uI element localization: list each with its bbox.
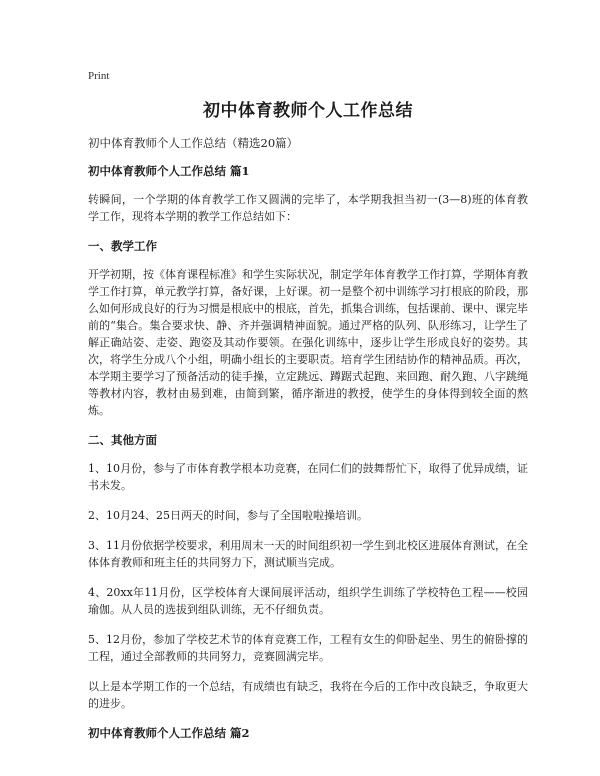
section-heading-1: 初中体育教师个人工作总结 篇1 — [88, 164, 250, 178]
other-item-2: 2、10月24、25日两天的时间，参与了全国啦啦操培训。 — [88, 509, 368, 522]
summary-paragraph: 以上是本学期工作的一个总结，有成绩也有缺乏，我将在今后的工作中改良缺乏，争取更大的进步。 — [88, 680, 528, 710]
other-item-3: 3、11月份依据学校要求，利用周末一天的时间组织初一学生到北校区进展体育测试，在全体体育教师和班主任的共同努力下，测试顺当完成。 — [88, 539, 528, 569]
other-item-4: 4、20xx年11月份，区学校体育大课间展评活动，组织学生训练了学校特色工程——校园瑜伽。从人员的选拔到组队训练，无不仔细负责。 — [88, 586, 528, 616]
print-link[interactable]: Print — [88, 70, 110, 82]
other-item-5: 5、12月份，参加了学校艺术节的体育竞赛工作，工程有女生的仰卧起坐、男生的俯卧撑的工程，通过全部教师的共同努力，竞赛圆满完毕。 — [88, 633, 528, 663]
section-heading-2: 初中体育教师个人工作总结 篇2 — [88, 726, 250, 740]
document-subtitle: 初中体育教师个人工作总结（精选20篇） — [88, 136, 299, 150]
other-item-1: 1、10月份，参与了市体育教学根本功竞赛，在同仁们的鼓舞帮忙下，取得了优异成绩，证书未发。 — [88, 462, 528, 492]
teaching-work-paragraph: 开学初期，按《体育课程标准》和学生实际状况，制定学年体育教学工作打算，学期体育教学工作打算，单元教学打算，备好课，上好课。初一是整个初中训练学习打根底的阶段，那么如何形成良好的行为习惯是根底中的根底，首先，抓集合训练，包括课前、课中、课完毕前的“集合。集合要求快、静、齐并强调精神面貌。通过严格的队列、队形练习，让学生了解正确站姿、走姿、跑姿及其动作要领。在强化训练中，逐步让学生形成良好的姿势。其次，将学生分成八个小组，明确小组长的主要职责。培育学生团结协作的精神品质。再次，本学期主要学习了预备活动的徒手操，立定跳远、蹲踞式起跑、来回跑、耐久跑、八字跳绳等教材内容，教材由易到难，由简到繁，循序渐进的教授，使学生的身体得到较全面的熬炼。 — [88, 268, 528, 417]
intro-paragraph: 转瞬间，一个学期的体育教学工作又圆满的完毕了，本学期我担当初一(3—8)班的体育教学工作，现将本学期的教学工作总结如下： — [88, 193, 528, 223]
document-page — [88, 70, 528, 753]
other-aspects-heading: 二、其他方面 — [88, 433, 157, 447]
page-title: 初中体育教师个人工作总结 — [203, 101, 413, 121]
teaching-work-heading: 一、教学工作 — [88, 239, 157, 253]
